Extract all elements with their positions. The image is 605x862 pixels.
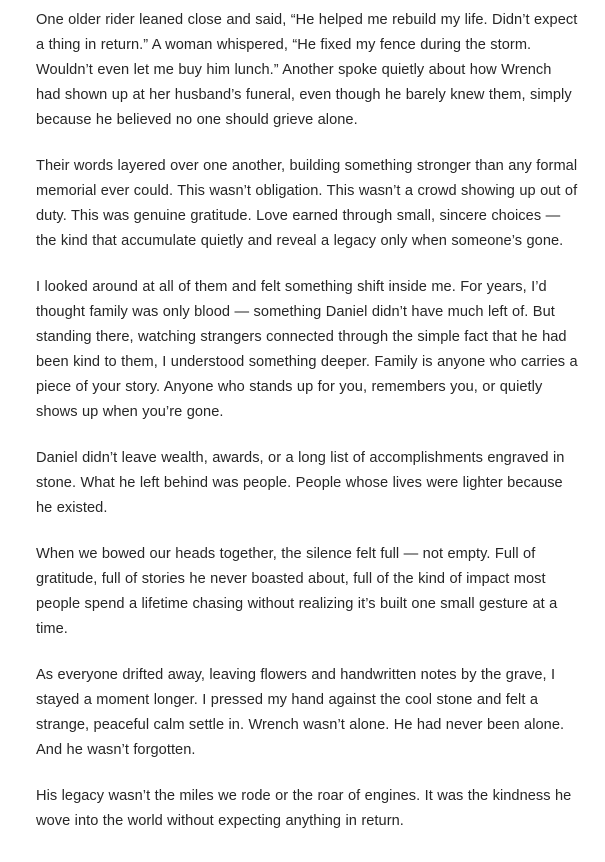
paragraph-words-layered: Their words layered over one another, building something stronger than any formal memorial ever could. This wasn’t obligation. This wasn’t a crowd showing up out of duty. This was genuine gratitude. Love earned through small, sincere choices — the kind that accumulate quietly and reveal a legacy only when someone’s gone. [36, 158, 578, 249]
paragraph-family-meaning: I looked around at all of them and felt something shift inside me. For years, I’d thought family was only blood — something Daniel didn’t have much left of. But standing there, watching strangers connected through the simple fact that he had been kind to them, I understood something deeper. Family is anyone who carries a piece of your story. Anyone who stands up for you, remembers you, or quietly shows up when you’re gone. [36, 279, 578, 420]
paragraph-legacy: His legacy wasn’t the miles we rode or the roar of engines. It was the kindness he wove into the world without expecting anything in return. [36, 788, 572, 829]
paragraph-what-he-left: Daniel didn’t leave wealth, awards, or a long list of accomplishments engraved in stone. What he left behind was people. People whose lives were lighter because he existed. [36, 450, 565, 516]
paragraph-riders-stories: One older rider leaned close and said, “He helped me rebuild my life. Didn’t expect a thing in return.” A woman whispered, “He fixed my fence during the storm. Wouldn’t even let me buy him lunch.” Another spoke quietly about how Wrench had shown up at her husband’s funeral, even though he barely knew them, simply because he believed no one should grieve alone. [36, 12, 578, 128]
paragraph-drifted-away: As everyone drifted away, leaving flowers and handwritten notes by the grave, I stayed a moment longer. I pressed my hand against the cool stone and felt a strange, peaceful calm settle in. Wrench wasn’t alone. He had never been alone. And he wasn’t forgotten. [36, 667, 565, 758]
paragraph-bowed-heads: When we bowed our heads together, the silence felt full — not empty. Full of gratitude, full of stories he never boasted about, full of the kind of impact most people spend a lifetime chasing without realizing it’s built one small gesture at a time. [36, 546, 558, 637]
